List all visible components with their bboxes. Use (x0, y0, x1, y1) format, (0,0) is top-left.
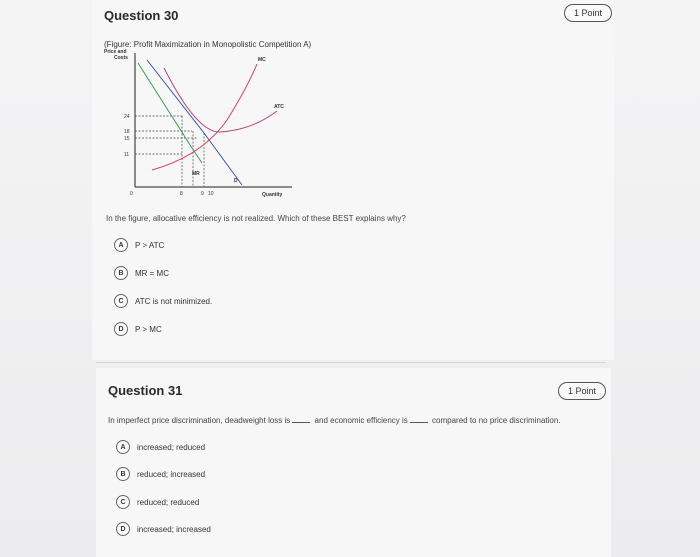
question-30-title: Question 30 (104, 8, 179, 23)
blank-2 (410, 422, 428, 423)
option-d[interactable] (114, 322, 162, 336)
demand-curve (147, 60, 242, 185)
option-letter: A (114, 238, 128, 252)
y-tick-11: 11 (124, 152, 130, 158)
mr-curve (138, 63, 202, 163)
question-divider (96, 362, 606, 363)
option-letter: C (116, 495, 130, 509)
atc-label: ATC (274, 104, 284, 110)
option-d[interactable] (116, 522, 211, 536)
figure-ylabel-line1: Price and (104, 49, 127, 55)
question-30-text: In the figure, allocative efficiency is not realized. Which of these BEST explains why? (106, 214, 406, 223)
x-tick-9: 9 (201, 191, 204, 197)
option-label: P > ATC (135, 240, 165, 250)
option-c[interactable] (114, 294, 212, 308)
option-label: increased; reduced (137, 442, 206, 452)
x-tick-0: 0 (130, 191, 133, 197)
question-31-part3: compared to no price discrimination. (432, 416, 561, 425)
mc-label: MC (258, 57, 266, 63)
mr-label: MR (192, 171, 200, 177)
y-tick-15: 15 (124, 136, 130, 142)
option-label: P > MC (135, 324, 162, 334)
question-31-text (108, 416, 561, 425)
question-31-points-badge: 1 Point (558, 382, 606, 400)
option-letter: D (116, 522, 130, 536)
option-label: MR = MC (135, 268, 169, 278)
question-31-part1: In imperfect price discrimination, deadweight loss is (108, 416, 291, 425)
option-letter: C (114, 294, 128, 308)
question-31-part2: and economic efficiency is (314, 416, 408, 425)
question-30-points-badge: 1 Point (564, 4, 612, 22)
option-label: ATC is not minimized. (135, 296, 213, 306)
option-c[interactable] (116, 495, 199, 509)
option-a[interactable] (114, 238, 164, 252)
option-label: reduced; increased (137, 469, 206, 479)
y-tick-18: 18 (124, 129, 130, 135)
y-tick-24: 24 (124, 114, 130, 120)
option-letter: A (116, 440, 130, 454)
figure-caption: (Figure: Profit Maximization in Monopolistic Competition A) (104, 40, 312, 49)
x-tick-10: 10 (208, 191, 214, 197)
figure-ylabel-line2: Costs (114, 55, 128, 61)
option-label: reduced; reduced (137, 497, 200, 507)
d-label: D (234, 178, 238, 184)
option-b[interactable] (116, 467, 205, 481)
option-label: increased; increased (137, 524, 211, 534)
blank-1 (292, 422, 310, 423)
option-b[interactable] (114, 266, 169, 280)
atc-curve (164, 68, 277, 132)
x-tick-8: 8 (180, 191, 183, 197)
option-letter: D (114, 322, 128, 336)
figure-xlabel: Quantity (262, 192, 283, 198)
option-a[interactable] (116, 440, 205, 454)
option-letter: B (114, 266, 128, 280)
profit-maximization-figure (102, 48, 302, 203)
question-31-title: Question 31 (108, 383, 183, 398)
option-letter: B (116, 467, 130, 481)
